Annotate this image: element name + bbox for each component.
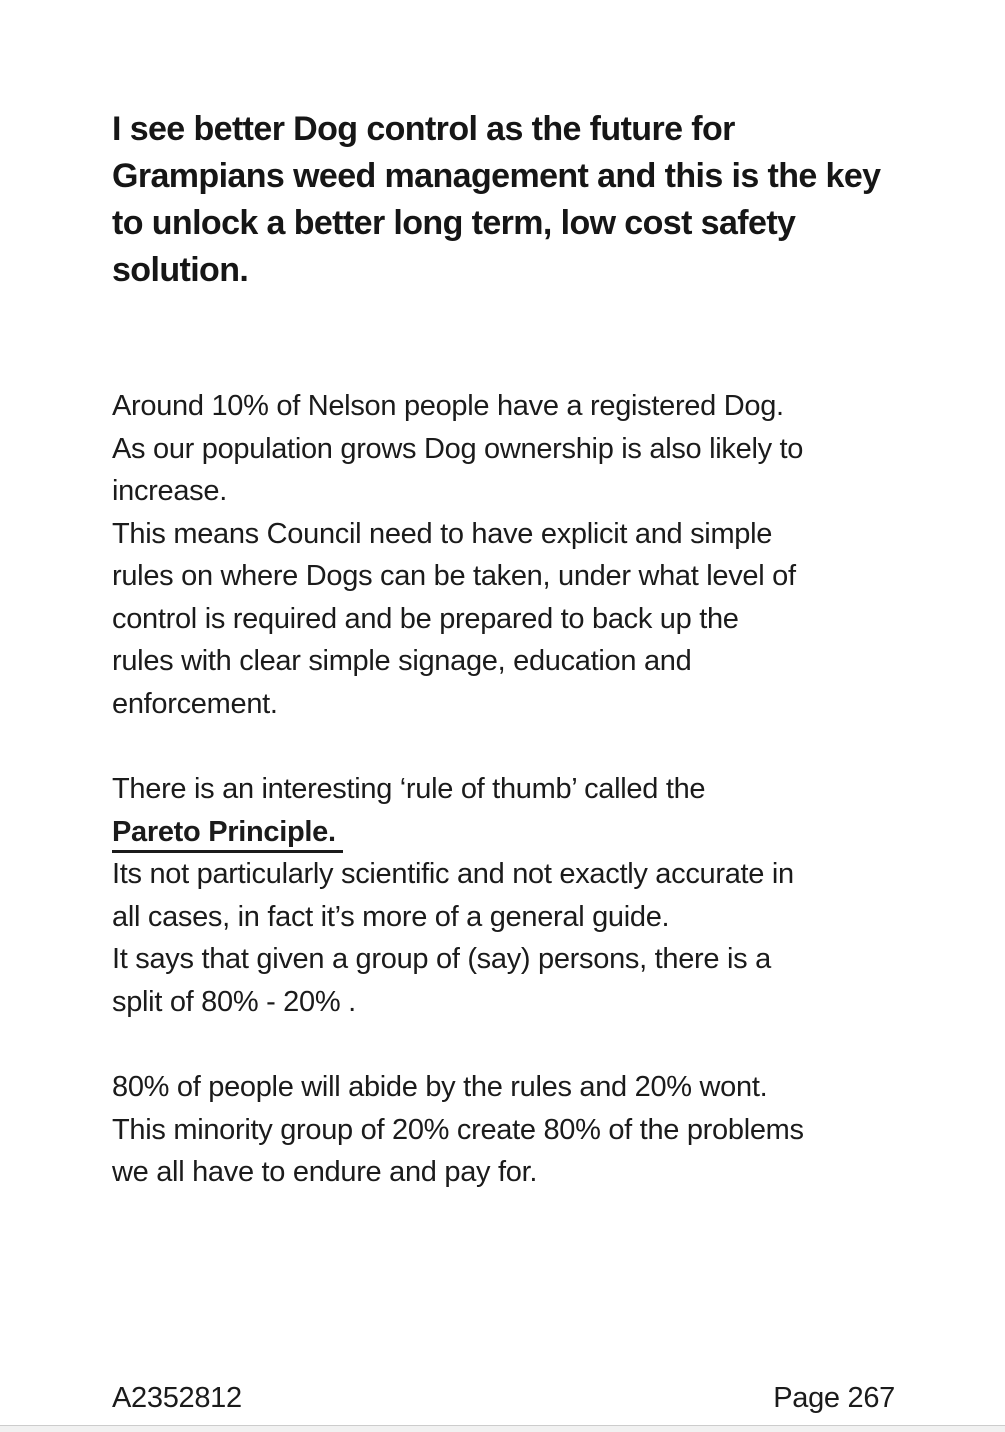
paragraph-eighty-twenty-split — [112, 1066, 905, 1194]
text-line: all cases, in fact it’s more of a general guide. — [112, 900, 670, 933]
document-content — [112, 0, 905, 1194]
paragraph-pareto-principle — [112, 768, 905, 1023]
document-heading — [112, 0, 905, 294]
text-line: rules on where Dogs can be taken, under what level of — [112, 560, 796, 592]
text-line: we all have to endure and pay for. — [112, 1156, 538, 1188]
text-line: This minority group of 20% create 80% of the problems — [112, 1113, 804, 1146]
text-line: control is required and be prepared to back up the — [112, 602, 739, 635]
text-line: split of 80% - 20% . — [112, 985, 356, 1018]
text-line: enforcement. — [112, 687, 278, 720]
text-line: rules with clear simple signage, education and — [112, 645, 692, 677]
page-footer — [112, 1381, 895, 1415]
heading-line: I see better Dog control as the future for — [112, 110, 735, 148]
text-line: 80% of people will abide by the rules and 20% wont. — [112, 1071, 768, 1103]
document-id: A2352812 — [112, 1382, 242, 1414]
heading-line: Grampians weed management and this is the key — [112, 157, 881, 195]
pareto-principle-emphasis — [112, 811, 905, 854]
paragraph-dog-registration — [112, 385, 905, 725]
text-line: increase. — [112, 475, 227, 507]
text-line: Around 10% of Nelson people have a registered Dog. — [112, 390, 784, 422]
pareto-principle-label: Pareto Principle. — [112, 814, 343, 853]
text-line: It says that given a group of (say) persons, there is a — [112, 943, 771, 975]
page-number: Page 267 — [773, 1382, 895, 1414]
text-line: As our population grows Dog ownership is also likely to — [112, 432, 804, 465]
text-line: There is an interesting ‘rule of thumb’ called the — [112, 773, 706, 805]
heading-line: solution. — [112, 251, 249, 289]
text-line: This means Council need to have explicit and simple — [112, 517, 773, 550]
bottom-edge-strip — [0, 1425, 1005, 1432]
heading-line: to unlock a better long term, low cost safety — [112, 204, 796, 242]
text-line: Its not particularly scientific and not exactly accurate in — [112, 858, 794, 890]
